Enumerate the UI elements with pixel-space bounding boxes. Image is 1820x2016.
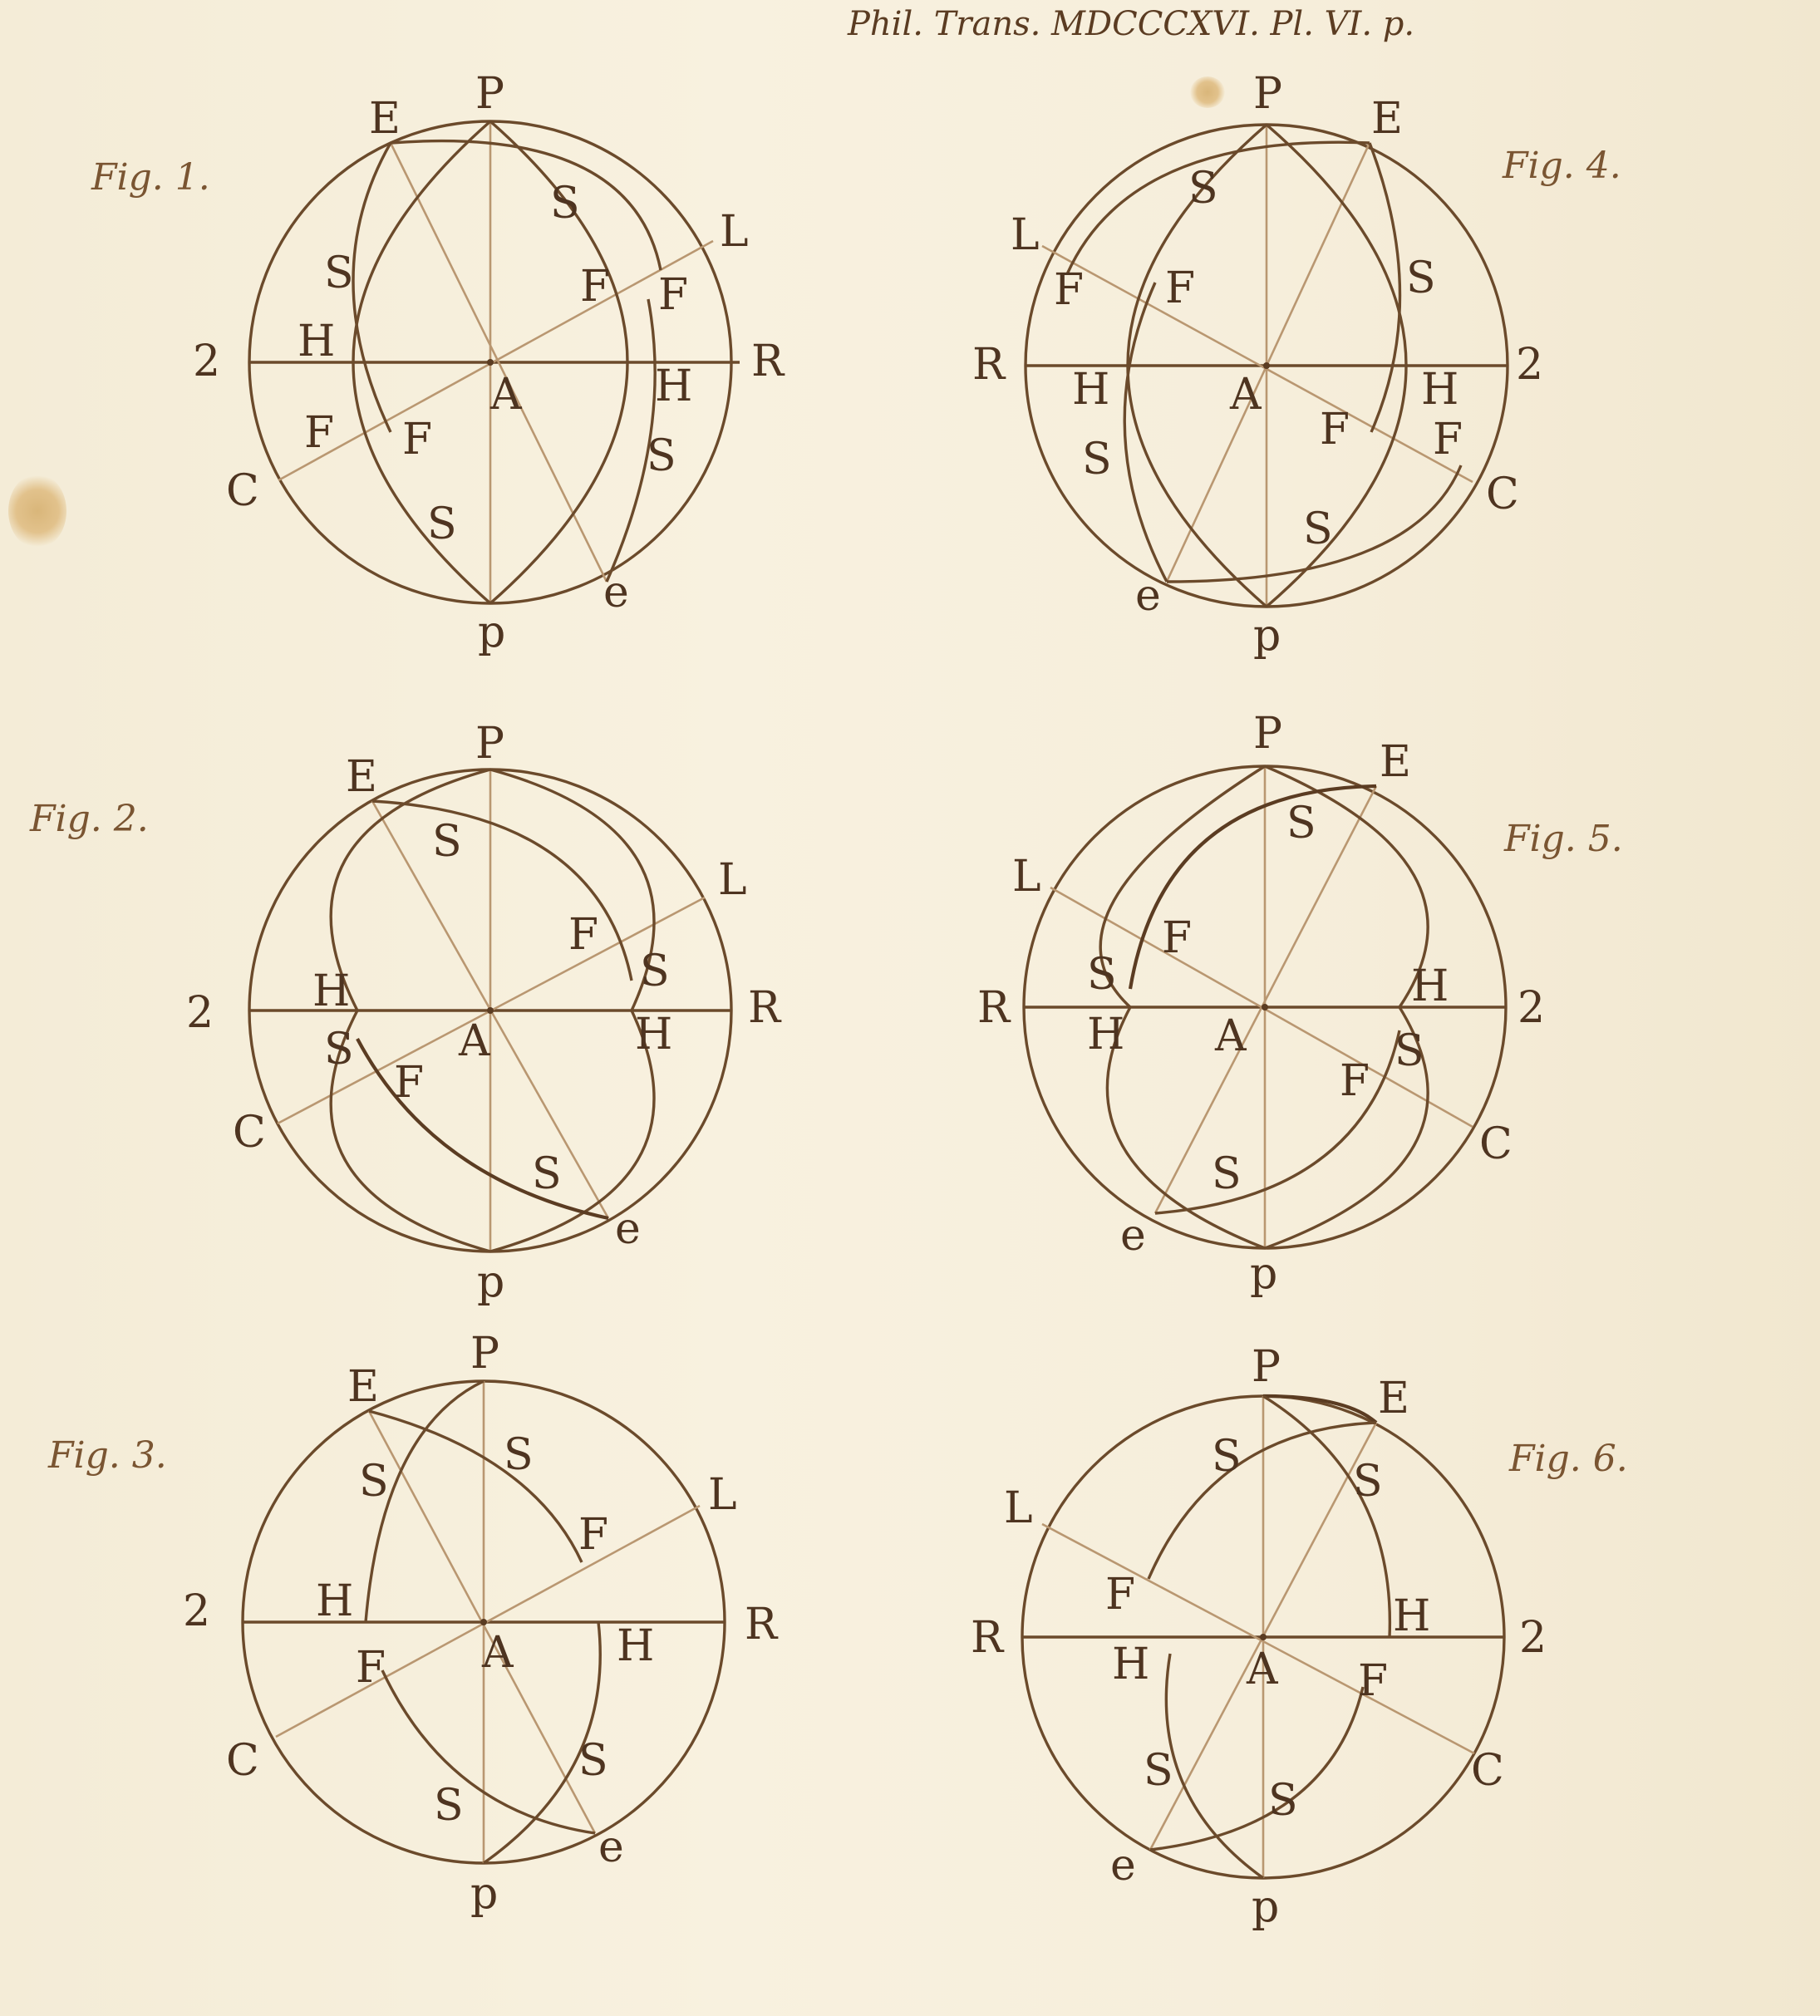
fig6-label-S-bottom-right: S xyxy=(1268,1776,1298,1826)
fig1-label-F-3: F xyxy=(304,408,335,458)
fig1-label-P: P xyxy=(475,69,504,119)
fig1-caption: Fig. 1. xyxy=(91,156,210,199)
fig6-label-H-right: H xyxy=(1393,1591,1431,1641)
fig6-label-S-top-left: S xyxy=(1212,1432,1242,1482)
fig4-label-F-2: F xyxy=(1165,263,1196,313)
fig6-label-L: L xyxy=(1004,1483,1033,1533)
figure-1 xyxy=(91,69,785,657)
fig3-label-S-left: S xyxy=(359,1457,389,1507)
fig3-label-p: p xyxy=(470,1869,499,1919)
fig4-label-F-1: F xyxy=(1054,265,1085,315)
fig6-label-P: P xyxy=(1252,1342,1281,1392)
fig2-caption: Fig. 2. xyxy=(30,798,149,840)
fig6-label-p: p xyxy=(1252,1882,1280,1932)
fig5-label-e: e xyxy=(1120,1211,1146,1261)
fig6-label-F-1: F xyxy=(1105,1570,1136,1620)
fig1-center-point xyxy=(487,359,494,366)
fig3-label-F-2: F xyxy=(356,1643,386,1693)
fig6-label-H-left: H xyxy=(1112,1640,1150,1689)
fig3-label-S-top: S xyxy=(504,1430,534,1480)
fig3-label-R: R xyxy=(745,1600,778,1650)
fig4-label-S-left: S xyxy=(1082,435,1112,484)
fig4-label-H-right: H xyxy=(1421,365,1459,415)
fig3-label-H-right: H xyxy=(617,1621,655,1671)
fig4-label-C: C xyxy=(1486,470,1519,519)
fig4-arc-ES xyxy=(1370,143,1400,432)
fig3-label-H-left: H xyxy=(316,1576,354,1626)
fig1-label-H-right: H xyxy=(655,361,693,411)
fig2-label-e: e xyxy=(615,1204,641,1254)
fig4-label-E: E xyxy=(1371,94,1403,144)
fig2-center-point xyxy=(487,1007,494,1014)
fig5-label-S-left: S xyxy=(1087,950,1117,1000)
fig3-label-2: 2 xyxy=(183,1586,211,1636)
fig4-label-R: R xyxy=(972,340,1006,390)
fig2-label-C: C xyxy=(233,1108,266,1158)
fig3-label-A: A xyxy=(482,1628,514,1678)
fig6-label-2: 2 xyxy=(1519,1613,1547,1663)
fig5-label-S-right: S xyxy=(1395,1026,1424,1076)
fig5-label-p: p xyxy=(1250,1249,1278,1299)
fig3-label-P: P xyxy=(470,1329,499,1379)
fig6-label-R: R xyxy=(971,1613,1004,1663)
fig2-label-S-left: S xyxy=(324,1025,354,1074)
fig5-label-P: P xyxy=(1253,709,1282,759)
fig1-label-S-bottom: S xyxy=(427,499,457,549)
fig4-label-L: L xyxy=(1011,210,1040,260)
fig3-label-E: E xyxy=(347,1362,379,1412)
fig2-label-S-top: S xyxy=(432,817,462,867)
fig2-label-F-1: F xyxy=(568,910,599,960)
fig5-label-F-1: F xyxy=(1162,913,1193,963)
fig2-label-S-right: S xyxy=(640,947,670,996)
fig6-label-C: C xyxy=(1471,1746,1504,1796)
fig2-label-H-right: H xyxy=(635,1010,673,1060)
fig3-label-e: e xyxy=(598,1822,624,1872)
fig4-label-A: A xyxy=(1230,370,1262,420)
fig5-label-C: C xyxy=(1479,1119,1513,1169)
fig4-center-point xyxy=(1263,362,1270,369)
fig4-label-S-top: S xyxy=(1188,164,1218,214)
fig5-label-2: 2 xyxy=(1517,983,1546,1033)
fig2-label-F-2: F xyxy=(394,1058,425,1108)
fig1-arc-ES xyxy=(353,143,391,432)
fig3-arc-bottom xyxy=(382,1670,595,1833)
fig4-label-S-right: S xyxy=(1406,253,1436,303)
fig5-label-A: A xyxy=(1215,1011,1247,1061)
fig2-label-L: L xyxy=(718,855,747,905)
fig1-label-e: e xyxy=(603,568,629,617)
fig6-center-point xyxy=(1260,1634,1267,1640)
figure-3 xyxy=(47,1329,779,1919)
fig4-label-H-left: H xyxy=(1072,365,1110,415)
fig6-label-e: e xyxy=(1110,1841,1136,1891)
fig3-label-L: L xyxy=(708,1470,737,1520)
fig1-label-S-left: S xyxy=(324,248,354,298)
figure-2 xyxy=(29,719,782,1307)
fig2-label-S-bottom: S xyxy=(532,1149,562,1199)
fig1-label-R: R xyxy=(751,337,785,386)
fig1-label-2: 2 xyxy=(193,337,221,386)
fig5-label-S-top: S xyxy=(1286,799,1316,848)
fig4-label-F-4: F xyxy=(1433,415,1463,465)
fig6-label-F-2: F xyxy=(1358,1656,1389,1706)
fig4-caption: Fig. 4. xyxy=(1503,145,1621,187)
fig1-label-L: L xyxy=(720,207,749,257)
fig1-label-F-4: F xyxy=(402,415,433,465)
fig3-arc-top xyxy=(369,1411,582,1562)
fig4-label-2: 2 xyxy=(1516,340,1544,390)
plate-header: Phil. Trans. MDCCCXVI. Pl. VI. p. xyxy=(848,5,1415,43)
figure-5 xyxy=(977,709,1623,1299)
fig6-label-S-top-right: S xyxy=(1353,1457,1383,1507)
fig1-label-C: C xyxy=(226,466,259,516)
fig1-label-p: p xyxy=(478,607,506,657)
fig1-label-H-left: H xyxy=(298,317,336,366)
fig5-label-L: L xyxy=(1012,852,1041,902)
fig2-label-P: P xyxy=(475,719,504,769)
fig1-label-E: E xyxy=(369,94,401,144)
fig1-label-S-right: S xyxy=(647,431,676,481)
fig5-label-H-right: H xyxy=(1411,961,1449,1011)
fig1-label-A: A xyxy=(490,370,522,420)
figure-6 xyxy=(971,1342,1628,1932)
fig6-label-S-bottom-left: S xyxy=(1144,1746,1173,1796)
fig5-center-point xyxy=(1262,1004,1268,1010)
fig1-label-S-top: S xyxy=(550,179,580,229)
fig5-label-R: R xyxy=(977,983,1011,1033)
fig6-label-A: A xyxy=(1247,1645,1278,1694)
fig4-arc-top xyxy=(1067,142,1370,274)
fig4-label-F-3: F xyxy=(1320,405,1350,455)
fig2-label-p: p xyxy=(477,1257,505,1307)
fig3-label-S-right: S xyxy=(578,1736,608,1786)
fig5-label-H-left: H xyxy=(1087,1010,1125,1060)
fig6-caption: Fig. 6. xyxy=(1509,1438,1628,1480)
fig3-label-C: C xyxy=(226,1736,259,1786)
fig3-caption: Fig. 3. xyxy=(48,1434,167,1477)
fig6-label-E: E xyxy=(1378,1374,1409,1423)
fig5-label-S-bottom: S xyxy=(1212,1149,1242,1199)
fig3-label-S-bottom: S xyxy=(434,1781,464,1831)
fig3-center-point xyxy=(480,1619,487,1625)
fig2-label-2: 2 xyxy=(186,988,214,1038)
fig4-label-e: e xyxy=(1135,571,1161,621)
fig4-label-p: p xyxy=(1253,611,1281,661)
fig2-label-H-left: H xyxy=(312,966,351,1016)
fig5-caption: Fig. 5. xyxy=(1504,818,1623,860)
fig4-label-S-bottom: S xyxy=(1303,504,1333,554)
fig1-label-F-2: F xyxy=(658,270,689,320)
fig5-label-E: E xyxy=(1380,737,1411,787)
fig5-label-F-2: F xyxy=(1340,1056,1370,1106)
figure-4 xyxy=(972,69,1621,661)
fig4-label-P: P xyxy=(1253,69,1282,119)
fig2-label-E: E xyxy=(346,752,377,802)
fig6-arc-bottom xyxy=(1150,1687,1363,1850)
fig1-label-F-1: F xyxy=(580,262,611,312)
fig2-label-R: R xyxy=(748,983,781,1033)
fig3-label-F-1: F xyxy=(578,1510,609,1560)
fig2-label-A: A xyxy=(459,1016,490,1066)
fig6-arc-PE xyxy=(1263,1396,1376,1423)
